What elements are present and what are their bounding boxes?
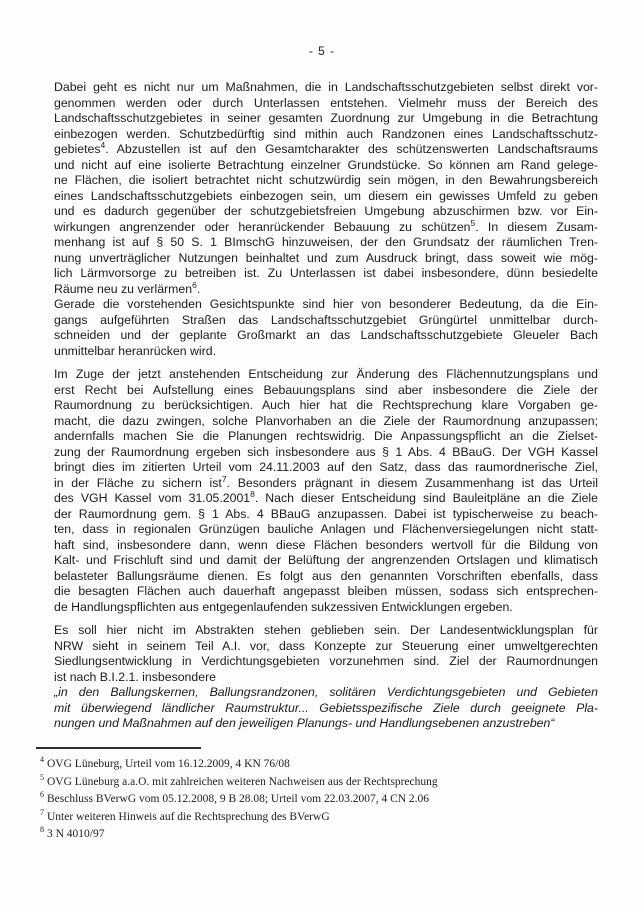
text-line: andernfalls machen Sie die Planungen rechtswidrig. Die Anpassungspflicht an die Zielset-: [54, 429, 598, 443]
text-line: menhang ist auf § 50 S. 1 BImschG hinzuweisen, der den Grundsatz der räumlichen Tren-: [54, 235, 598, 249]
text-line: nung unverträglicher Nutzungen beinhaltet und zum Ausdruck bringt, dass soweit wie mög-: [54, 250, 598, 265]
quote-paragraph: [54, 685, 598, 732]
text-line: Im Zuge der jetzt anstehenden Entscheidung zur Änderung des Flächennutzungsplans und: [54, 367, 598, 381]
footnote-divider: [36, 747, 201, 749]
footnote-marker: 5: [40, 772, 44, 782]
paragraph: [54, 80, 598, 297]
body-text: [54, 80, 598, 732]
footnote: [40, 826, 580, 844]
footnote-marker: 7: [40, 807, 44, 817]
footnote-text: Beschluss BVerwG vom 05.12.2008, 9 B 28.08; Urteil vom 22.03.2007, 4 CN 2.06: [47, 793, 430, 805]
footnote-marker: 6: [40, 790, 44, 800]
text-line: schneiden und der geplante Großmarkt an das Landschaftsschutzgebiete Gleueler Bach: [54, 328, 598, 342]
footnote-text: OVG Lüneburg a.a.O. mit zahlreichen weiteren Nachweisen aus der Rechtsprechung: [47, 775, 438, 788]
footnote: [40, 756, 580, 774]
text-line: ist nach B.I.2.1. insbesondere: [54, 669, 217, 684]
paragraph: [54, 367, 598, 615]
text-line: und es dadurch gegenüber der schutzgebietsfreien Umgebung abzuschirmen bzw. vor Ein-: [54, 204, 598, 218]
text-line: NRW sieht in seinem Teil A.I. vor, dass Konzepte zur Steuerung einer umweltgerechten: [54, 638, 598, 653]
text-line: mit überwiegend ländlicher Raumstruktur... Gebietsspezifische Ziele durch geeignete Pla-: [54, 700, 598, 715]
text-line: unmittelbar heranrücken wird.: [54, 343, 216, 358]
text-line: Landschaftsschutzgebietes in seiner gesamten Zuordnung zur Umgebung in die Betrachtung: [54, 111, 598, 125]
text-line: lich Lärmvorsorge zu betreiben ist. Zu Unterlassen ist dabei insbesondere, dünn besiedelte: [54, 266, 598, 280]
paragraph: [54, 297, 598, 359]
text-line: einbezogen werden. Schutzbedürftig sind mithin auch Randzonen eines Landschaftsschutz-: [54, 126, 598, 141]
text-line: Räume neu zu verlärmen$^6$.: [54, 279, 201, 296]
text-line: Gerade die vorstehenden Gesichtspunkte sind hier von besonderer Bedeutung, da die Ein-: [54, 297, 598, 311]
text-line: belasteter Ballungsräume dienen. Es folgt aus den genannten Vorschriften ebenfalls, dass: [54, 568, 598, 583]
text-line: in der Fläche zu sichern ist$^7$. Besonders prägnant in diesem Zusammenhang ist das Urteil: [54, 473, 598, 490]
text-line: gebietes$^4$. Abzustellen ist auf den Gesamtcharakter des schützenswerten Landschaftsraums: [54, 139, 598, 156]
text-line: Es soll hier nicht im Abstrakten stehen geblieben sein. Der Landesentwicklungsplan für: [54, 623, 598, 637]
text-line: eines Landschaftsschutzgebiets einbezogen sein, um diesem ein gewisses Umfeld zu geben: [54, 188, 598, 203]
footnote-text: Unter weiteren Hinweis auf die Rechtsprechung des BVerwG: [47, 810, 330, 823]
text-line: zung der Raumordnung ergeben sich insbesondere aus § 1 Abs. 4 BBauG. Der VGH Kassel: [54, 444, 598, 459]
footnote-marker: 4: [40, 755, 44, 765]
text-line: de Handlungspflichten aus entgegenlaufenden sukzessiven Entwicklungen ergeben.: [54, 599, 513, 614]
text-line: erst Recht bei Aufstellung eines Bebauungsplans sind aber insbesondere die Ziele der: [54, 382, 598, 397]
text-line: die besagten Flächen auch dauerhaft angepasst bleiben müssen, sodass sich entsprechen-: [54, 584, 598, 598]
footnote: [40, 809, 580, 827]
text-line: des VGH Kassel vom 31.05.2001$^8$. Nach dieser Entscheidung sind Bauleitpläne an die Ziele: [54, 488, 598, 505]
text-line: bringt dies im zitierten Urteil vom 24.11.2003 auf den Satz, dass das raumordnerische Ziel,: [54, 460, 598, 474]
text-line: der Raumordnung gem. § 1 Abs. 4 BBauG anzupassen. Dabei ist typischerweise zu beach-: [54, 506, 598, 521]
text-line: wirkungen angrenzender oder heranrückender Bebauung zu schützen$^5$. In diesem Zusam-: [54, 217, 598, 234]
footnote-text: OVG Lüneburg, Urteil vom 16.12.2009, 4 KN 76/08: [47, 758, 290, 770]
text-line: genommen werden oder durch Unterlassen entstehen. Vielmehr muss der Bereich des: [54, 95, 598, 110]
text-line: nungen und Maßnahmen auf den jeweiligen Planungs- und Handlungsebenen anzustreben“: [54, 716, 555, 730]
footnote-marker: 8: [40, 825, 44, 835]
footnote-text: 3 N 4010/97: [47, 828, 105, 840]
text-line: „in den Ballungskernen, Ballungsrandzonen, solitären Verdichtungsgebieten und Gebieten: [54, 685, 598, 699]
page-number: - 5 -: [308, 44, 336, 58]
footnote: [40, 791, 580, 809]
text-line: ne Flächen, die isoliert betrachtet nicht schutzwürdig sein mögen, in den Bewahrungsbereich: [54, 173, 598, 187]
text-line: Siedlungsentwicklung in Verdichtungsgebieten vorzunehmen sind. Ziel der Raumordnungen: [54, 654, 598, 668]
text-line: haft sind, insbesondere dann, wenn diese Flächen besonders wertvoll für die Bildung von: [54, 537, 598, 552]
text-line: Kalt- und Frischluft sind und damit der Belüftung der angrenzenden Ortslagen und klimatisch: [54, 553, 598, 567]
footnotes: [40, 756, 580, 844]
footnote: [40, 774, 580, 792]
text-line: ten, dass in regionalen Grünzügen bauliche Anlagen und Flächenversiegelungen nicht statt-: [54, 522, 598, 536]
text-line: und nicht auf eine isolierte Betrachtung einzelner Grundstücke. So können am Rand gelege-: [54, 157, 598, 172]
text-line: macht, die dazu zwingen, solche Planvorhaben an die Ziele der Raumordnung anzupassen;: [54, 413, 598, 428]
paragraph: [54, 623, 598, 685]
text-line: Raumordnung zu berücksichtigen. Auch hier hat die Rechtsprechung klare Vorgaben ge-: [54, 398, 598, 412]
text-line: gangs aufgeführten Straßen das Landschaftsschutzgebiet Grüngürtel unmittelbar durch-: [54, 312, 598, 327]
text-line: Dabei geht es nicht nur um Maßnahmen, die in Landschaftsschutzgebieten selbst direkt vor-: [54, 80, 598, 94]
